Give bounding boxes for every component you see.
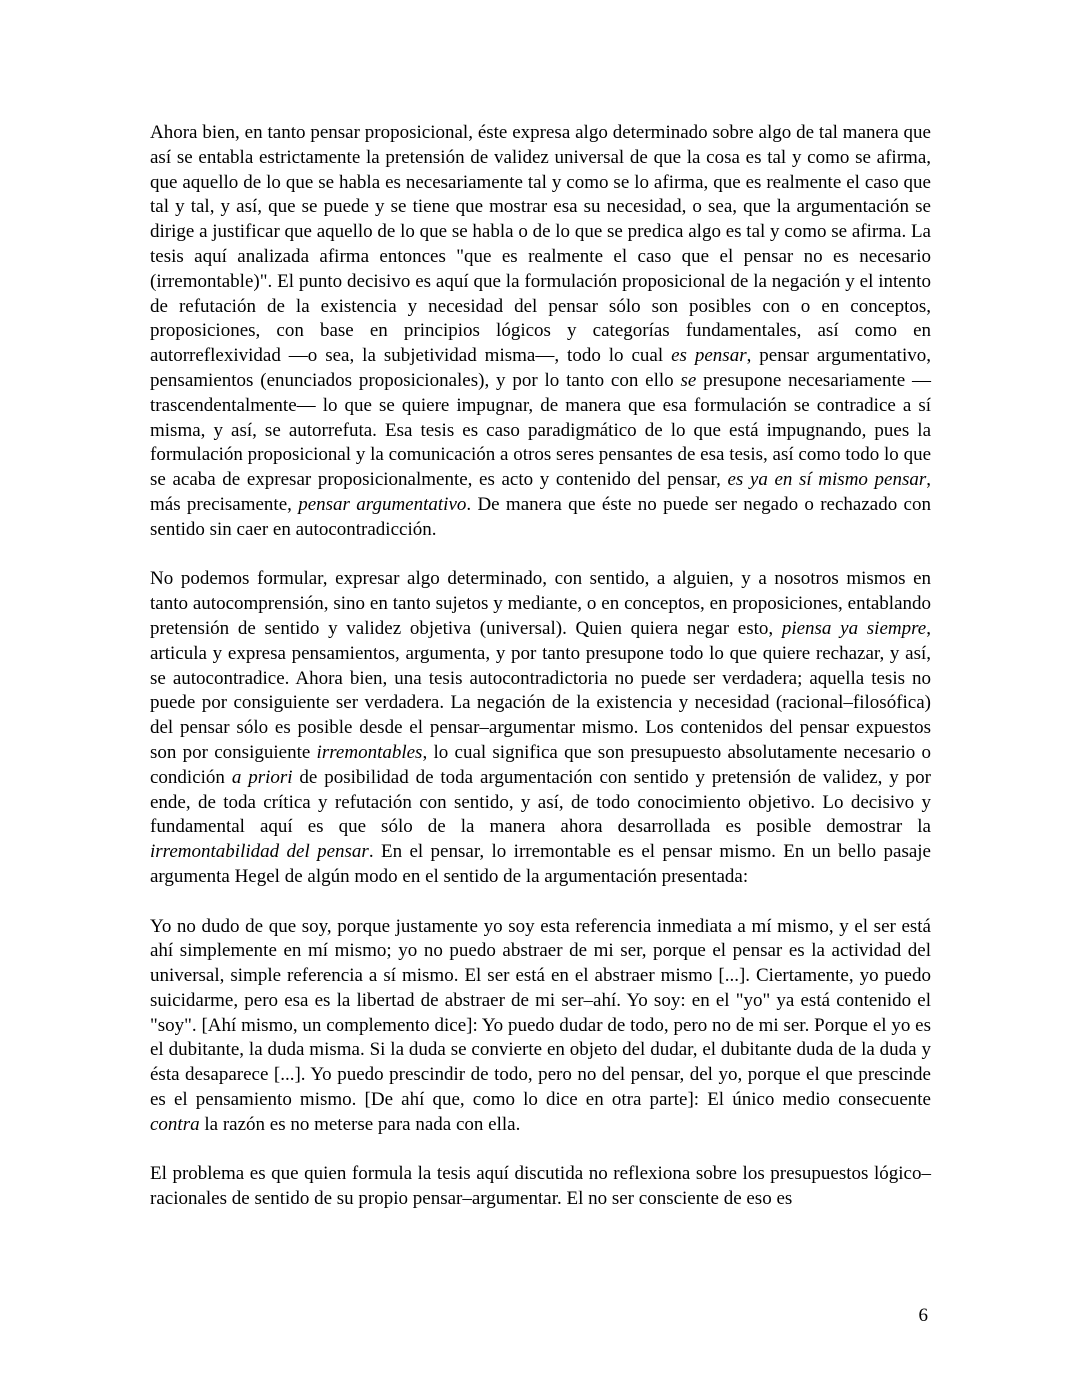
italic-text-run: a priori	[231, 766, 293, 788]
italic-text-run: pensar argumentativo	[298, 493, 467, 515]
italic-text-run: irremontabilidad del pensar	[150, 841, 369, 863]
text-run: . De manera que éste no puede ser negado o rechazado con sentido sin caer en autocontradicción.	[150, 493, 931, 540]
text-run: No podemos formular, expresar algo determinado, con sentido, a alguien, y a nosotros mismos en tanto autocomprensión, sino en tanto sujetos y mediante, o en conceptos, en proposiciones, entablando pretensión de sentido y validez objetiva (universal). Quien quiera negar esto,	[150, 568, 931, 639]
text-run: la razón es no meterse para nada con ella.	[199, 1113, 521, 1135]
text-run: , articula y expresa pensamientos, argumenta, y por tanto presupone todo lo que quiere rechazar, y así, se autocontradice. Ahora bien, una tesis autocontradictoria no puede ser verdadera; aquella tesis no puede por consiguiente ser verdadera. La negación de la existencia y necesidad (racional–filosófica) del pensar sólo es posible desde el pensar–argumentar mismo. Los contenidos del pensar expuestos son por consiguiente	[150, 617, 931, 763]
text-run: . En el pensar, lo irremontable es el pensar mismo. En un bello pasaje argumenta Hegel de algún modo en el sentido de la argumentación presentada:	[150, 841, 931, 887]
text-run: de posibilidad de toda argumentación con sentido y pretensión de validez, y por ende, de toda crítica y refutación con sentido, y así, de todo conocimiento objetivo. Lo decisivo y fundamental aquí es que sólo de la manera ahora desarrollada es posible demostrar la	[150, 766, 931, 838]
italic-text-run: piensa ya siempre	[781, 617, 927, 639]
text-run: , más precisamente,	[150, 469, 932, 515]
italic-text-run: es pensar	[671, 345, 747, 367]
paragraph	[150, 915, 931, 1138]
italic-text-run: irremontables	[316, 741, 423, 763]
paragraph	[150, 1162, 931, 1212]
italic-text-run: es ya en sí mismo pensar	[727, 469, 927, 491]
italic-text-run: contra	[150, 1113, 200, 1135]
text-run: El problema es que quien formula la tesis aquí discutida no reflexiona sobre los presupuestos lógico–racionales de sentido de su propio pensar–argumentar. El no ser consciente de eso es	[150, 1163, 931, 1210]
text-run: , lo cual significa que son presupuesto absolutamente necesario o condición	[150, 741, 931, 788]
page-number: 6	[918, 1305, 928, 1326]
paragraph	[150, 121, 931, 543]
page-body	[150, 121, 931, 1212]
paragraph	[150, 567, 931, 889]
text-run: Ahora bien, en tanto pensar proposicional, éste expresa algo determinado sobre algo de tal manera que así se entabla estrictamente la pretensión de validez universal de que la cosa es tal y como se afirma, que aquello de lo que se habla es necesariamente tal y como se lo afirma, que es realmente el caso que tal y tal, y así, que se puede y se tiene que mostrar esa su necesidad, o sea, que la argumentación se dirige a justificar que aquello de lo que se habla o de lo que se predica algo es tal y como se afirma. La tesis aquí analizada afirma entonces "que es realmente el caso que el pensar no es necesario (irremontable)". El punto decisivo es aquí que la formulación proposicional de la negación y el intento de refutación de la existencia y necesidad del pensar sólo son posibles con o en conceptos, proposiciones, con base en principios lógicos y categorías fundamentales, así como en autorreflexividad —o sea, la subjetividad misma—, todo lo cual	[150, 122, 931, 367]
italic-text-run: se	[680, 369, 697, 391]
text-run: , pensar argumentativo, pensamientos (enunciados proposicionales), y por lo tanto con ello	[150, 345, 931, 391]
text-run: presupone necesariamente — trascendentalmente— lo que se quiere impugnar, de manera que esa formulación se contradice a sí misma, y así, se autorrefuta. Esa tesis es caso paradigmático de lo que está impugnando, pues la formulación proposicional y la comunicación a otros seres pensantes de esa tesis, así como todo lo que se acaba de expresar proposicionalmente, es acto y contenido del pensar,	[150, 369, 931, 491]
text-run: Yo no dudo de que soy, porque justamente yo soy esta referencia inmediata a mí mismo, y el ser está ahí simplemente en mí mismo; yo no puedo abstraer de mi ser, porque el pensar es la actividad del universal, simple referencia a sí mismo. El ser está en el abstraer mismo [...]. Ciertamente, yo puedo suicidarme, pero esa es la libertad de abstraer de mi ser–ahí. Yo soy: en el "yo" ya está contenido el "soy". [Ahí mismo, un complemento dice]: Yo puedo dudar de todo, pero no de mi ser. Porque el yo es el dubitante, la duda misma. Si la duda se convierte en objeto del dudar, el dubitante duda de la duda y ésta desaparece [...]. Yo puedo prescindir de todo, pero no del pensar, del yo, porque el que prescinde es el pensamiento mismo. [De ahí que, como lo dice en otra parte]: El único medio consecuente	[150, 915, 931, 1111]
